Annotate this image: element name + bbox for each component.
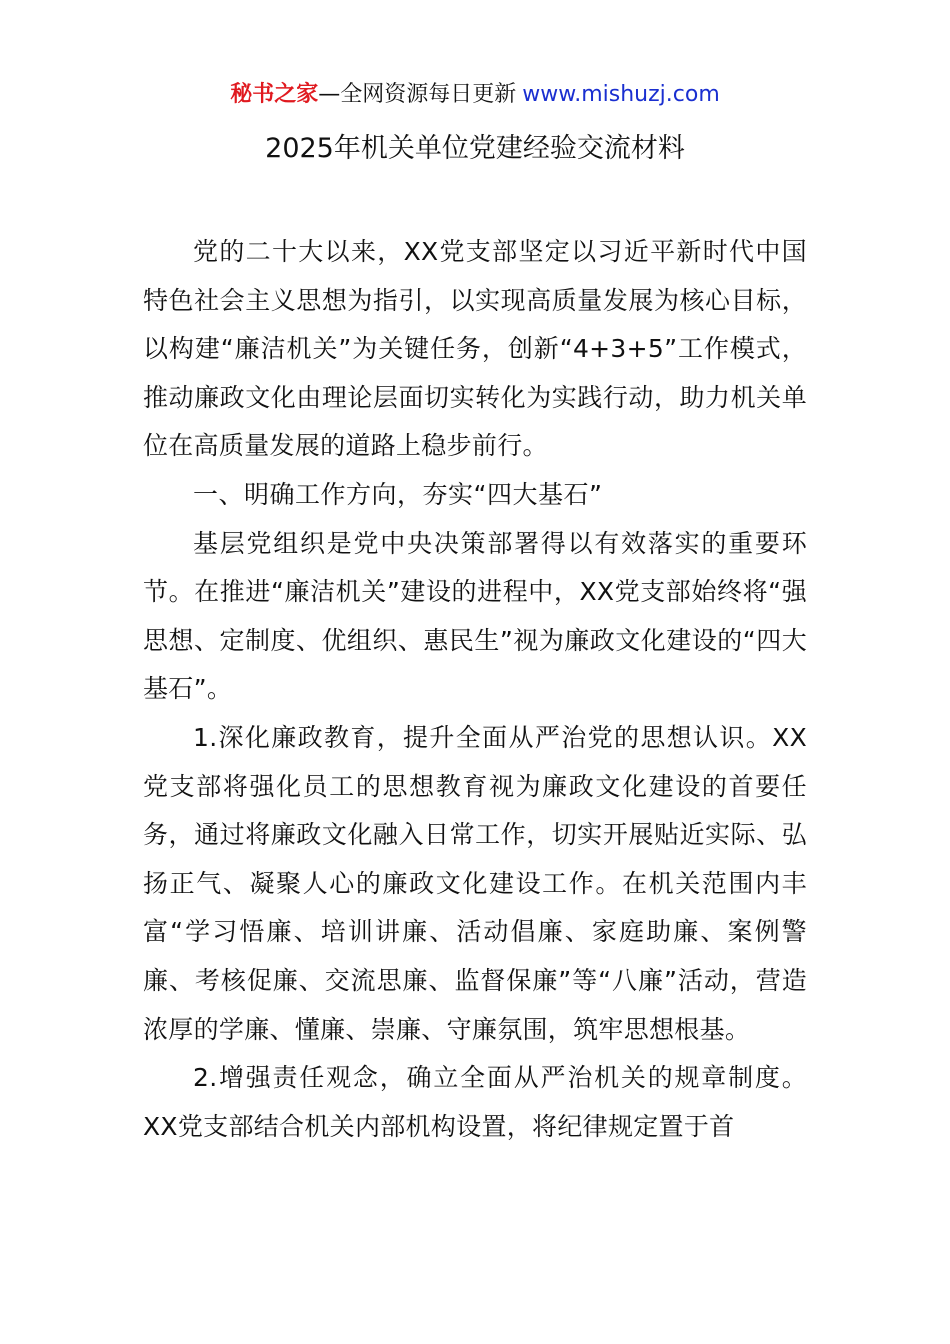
site-header: [0, 80, 950, 110]
document-body: [143, 228, 807, 1151]
paragraph-item-1: 1.深化廉政教育，提升全面从严治党的思想认识。XX党支部将强化员工的思想教育视为廉政文化建设的首要任务，通过将廉政文化融入日常工作，切实开展贴近实际、弘扬正气、凝聚人心的廉政文化建设工作。在机关范围内丰富“学习悟廉、培训讲廉、活动倡廉、家庭助廉、案例警廉、考核促廉、交流思廉、监督保廉”等“八廉”活动，营造浓厚的学廉、懂廉、崇廉、守廉氛围，筑牢思想根基。: [143, 722, 807, 1044]
header-slogan: —全网资源每日更新: [318, 82, 517, 107]
paragraph-item-2: 2.增强责任观念，确立全面从严治机关的规章制度。XX党支部结合机关内部机构设置，将纪律规定置于首: [143, 1063, 807, 1141]
paragraph-intro: 党的二十大以来，XX党支部坚定以习近平新时代中国特色社会主义思想为指引，以实现高质量发展为核心目标，以构建“廉洁机关”为关键任务，创新“4+3+5”工作模式，推动廉政文化由理论层面切实转化为实践行动，助力机关单位在高质量发展的道路上稳步前行。: [143, 237, 807, 461]
paragraph-section-1: 基层党组织是党中央决策部署得以有效落实的重要环节。在推进“廉洁机关”建设的进程中，XX党支部始终将“强思想、定制度、优组织、惠民生”视为廉政文化建设的“四大基石”。: [143, 528, 807, 704]
document-title: 2025年机关单位党建经验交流材料: [265, 133, 685, 164]
site-url-link[interactable]: www.mishuzj.com: [522, 82, 720, 107]
brand-name: 秘书之家: [230, 82, 319, 107]
section-heading-1: 一、明确工作方向，夯实“四大基石”: [193, 479, 603, 509]
